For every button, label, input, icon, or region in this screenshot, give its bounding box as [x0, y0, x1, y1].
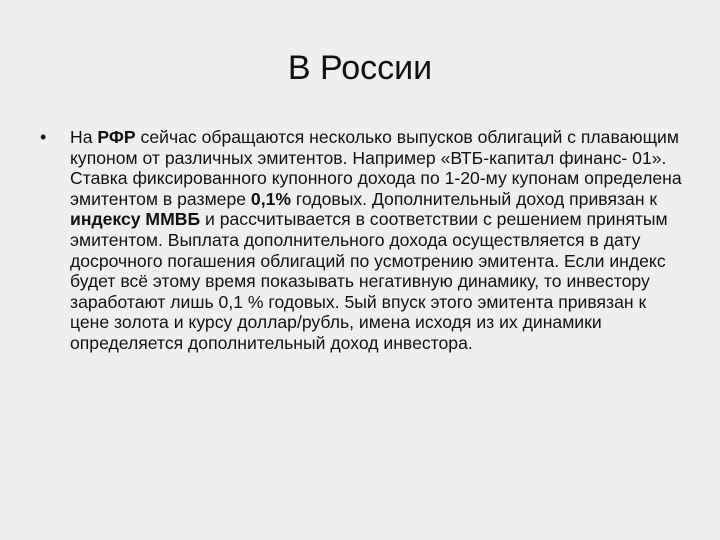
- text-segment: сейчас обращаются несколько выпусков облигаций с плавающим купоном от различных эмитентов. Например «ВТБ-капитал финанс- 01». Ставка фиксированного купонного дохода по 1-20-му купонам определена эмитентом в размере: [70, 127, 682, 209]
- text-segment: годовых. Дополнительный доход привязан к: [291, 188, 658, 209]
- bullet-list: [36, 127, 686, 354]
- bullet-dot-icon: •: [40, 127, 47, 147]
- bold-rate: 0,1%: [250, 188, 292, 209]
- slide-title: В России: [287, 49, 433, 87]
- bullet-text: [70, 127, 682, 353]
- bold-term-rfr: РФР: [97, 127, 136, 147]
- text-segment: и рассчитывается в соответствии с решением принятым эмитентом. Выплата дополнительного дохода осуществляется в дату досрочного погашения облигаций по усмотрению эмитента. Если индекс будет всё этому время показывать негативную динамику, то инвестору заработают лишь 0,1 % годовых. 5ый впуск этого эмитента привязан к цене золота и курсу доллар/рубль, имена исходя из их динамики определяется дополнительный доход инвестора.: [70, 209, 668, 353]
- text-segment: На: [70, 127, 98, 147]
- bold-index: индексу ММВБ: [70, 209, 201, 230]
- bullet-item: [36, 127, 686, 354]
